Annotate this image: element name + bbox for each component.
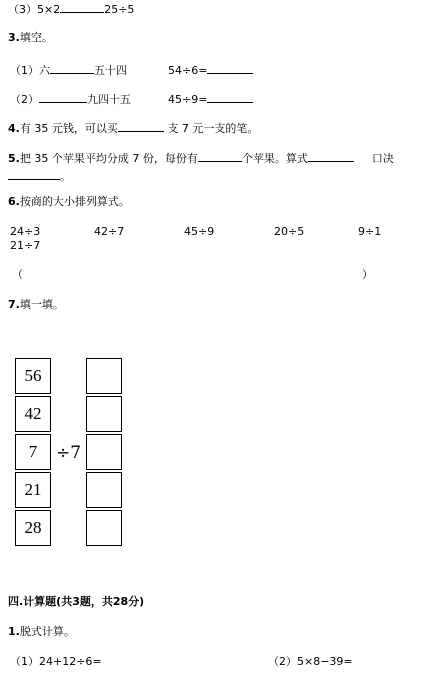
sec3-number: 3. <box>8 31 20 44</box>
dividend-cell: 42 <box>15 396 51 432</box>
dividend-cell: 21 <box>15 472 51 508</box>
sec5-number: 5. <box>8 152 20 165</box>
part4-item: （1）24+12÷6= <box>10 655 102 668</box>
sec3-heading <box>8 31 53 45</box>
q3-prev-right: 25÷5 <box>104 3 135 16</box>
sec6-expr: 24÷3 <box>10 225 41 238</box>
sec6-expr: 9÷1 <box>358 225 382 238</box>
quotient-cell[interactable] <box>86 358 122 394</box>
sec5-pre: 把 35 个苹果平均分成 7 份，每份有 <box>19 152 198 165</box>
sec3-r1-calc: 54÷6= <box>168 64 208 77</box>
part4-q1-title: 脱式计算。 <box>19 625 75 638</box>
sec6-paren-open: （ <box>12 268 23 281</box>
sec4-pre: 有 35 元钱，可以买 <box>19 122 118 135</box>
sec3-r2-calc-line <box>168 91 253 107</box>
sec3-r2-blank[interactable] <box>39 91 87 103</box>
sec6-heading <box>8 195 130 209</box>
sec5-line <box>8 150 394 166</box>
sec6-number: 6. <box>8 195 20 208</box>
q3-prev-number: （3） <box>8 3 37 16</box>
sec6-title: 按商的大小排列算式。 <box>19 195 130 208</box>
sec3-r1-calc-line <box>168 62 253 78</box>
dividend-cell: 7 <box>15 434 51 470</box>
part4-q1-number: 1. <box>8 625 20 638</box>
part4-q1-heading <box>8 625 75 639</box>
sec6-expr: 21÷7 <box>10 239 41 252</box>
sec5-mid: 个苹果。算式 <box>241 152 308 165</box>
sec3-r1-pre: 六 <box>39 64 50 77</box>
part4-title: 四.计算题(共3题，共28分) <box>8 595 145 608</box>
sec3-r1-answer-blank[interactable] <box>207 62 253 74</box>
part4-item: （2）5×8−39= <box>268 655 353 668</box>
division-operator: ÷7 <box>56 443 82 463</box>
quotient-cell[interactable] <box>86 510 122 546</box>
sec5-formula-blank[interactable] <box>308 150 354 162</box>
sec5-end: 。 <box>60 170 71 183</box>
sec7-title: 填一填。 <box>19 298 64 311</box>
dividend-cell: 56 <box>15 358 51 394</box>
dividend-cell: 28 <box>15 510 51 546</box>
sec3-r1-post: 五十四 <box>94 64 127 77</box>
sec3-row1 <box>10 62 127 78</box>
sec3-r2-number: （2） <box>10 93 39 106</box>
quotient-cell[interactable] <box>86 434 122 470</box>
sec6-answer-area[interactable] <box>30 268 360 282</box>
sec5-mid2: 口决 <box>371 152 394 165</box>
q3-prev-left: 5×2 <box>37 3 61 16</box>
q3-prev-line <box>8 1 134 17</box>
sec6-paren-close: ） <box>362 268 373 281</box>
sec3-r2-calc: 45÷9= <box>168 93 208 106</box>
sec7-heading <box>8 298 64 312</box>
sec4-blank[interactable] <box>118 120 164 132</box>
sec6-expr: 42÷7 <box>94 225 125 238</box>
sec3-r1-blank[interactable] <box>50 62 94 74</box>
quotient-cell[interactable] <box>86 396 122 432</box>
sec6-expr: 45÷9 <box>184 225 215 238</box>
sec4-post: 支 7 元一支的笔。 <box>163 122 259 135</box>
sec4-number: 4. <box>8 122 20 135</box>
quotient-cell[interactable] <box>86 472 122 508</box>
sec6-expr: 20÷5 <box>274 225 305 238</box>
sec7-number: 7. <box>8 298 20 311</box>
q3-prev-blank[interactable] <box>60 1 104 13</box>
sec3-r2-post: 九四十五 <box>87 93 131 106</box>
sec5-rhyme-blank[interactable] <box>8 168 60 180</box>
sec5-count-blank[interactable] <box>198 150 242 162</box>
sec5-line2 <box>8 168 71 184</box>
sec4-line <box>8 120 258 136</box>
sec3-r2-answer-blank[interactable] <box>207 91 253 103</box>
sec3-row2 <box>10 91 131 107</box>
sec3-r1-number: （1） <box>10 64 39 77</box>
sec3-title: 填空。 <box>19 31 53 44</box>
